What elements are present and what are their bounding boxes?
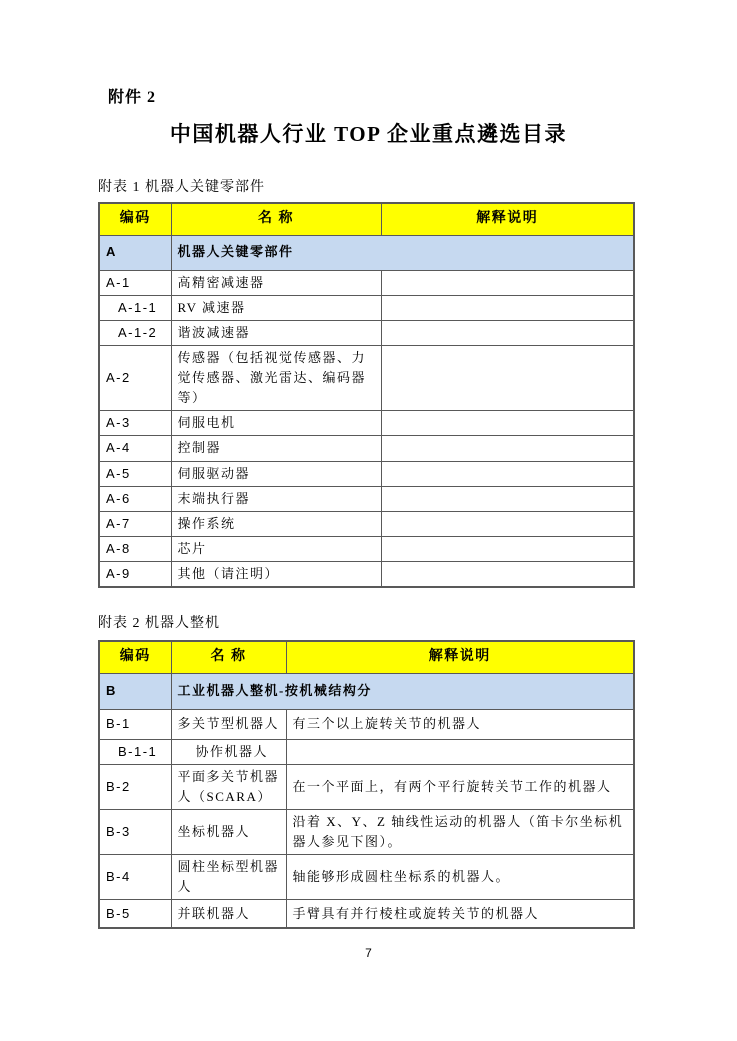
name-cell: 坐标机器人	[171, 809, 286, 854]
code-cell: B-1	[99, 709, 171, 739]
table-row	[99, 739, 634, 764]
desc-cell	[381, 320, 634, 345]
name-cell: 多关节型机器人	[171, 709, 286, 739]
desc-cell	[381, 486, 634, 511]
name-cell: 操作系统	[171, 511, 381, 536]
code-cell: B-2	[99, 764, 171, 809]
table-row	[99, 511, 634, 536]
name-cell: 传感器（包括视觉传感器、力觉传感器、激光雷达、编码器等）	[171, 345, 381, 410]
desc-cell	[381, 270, 634, 295]
page-title: 中国机器人行业 TOP 企业重点遴选目录	[169, 122, 568, 146]
name-cell: 芯片	[171, 537, 381, 562]
section-title-cell: 机器人关键零部件	[171, 235, 634, 270]
name-cell: 圆柱坐标型机器人	[171, 855, 286, 900]
code-cell: A-3	[99, 411, 171, 436]
desc-cell	[381, 461, 634, 486]
attachment-label: 附件 2	[108, 89, 157, 106]
code-cell: A-5	[99, 461, 171, 486]
table-row	[99, 461, 634, 486]
table-row	[99, 235, 634, 270]
table-row	[99, 673, 634, 709]
column-header-name: 名 称	[171, 641, 286, 673]
table-row	[99, 411, 634, 436]
code-cell: B-3	[99, 809, 171, 854]
table-header-row	[99, 641, 634, 673]
code-cell: A-4	[99, 436, 171, 461]
column-header-code: 编码	[99, 641, 171, 673]
code-cell: A-1-1	[99, 295, 171, 320]
desc-cell	[381, 411, 634, 436]
code-cell: A	[99, 235, 171, 270]
desc-cell	[286, 739, 634, 764]
code-cell: A-1-2	[99, 320, 171, 345]
code-cell: B-5	[99, 900, 171, 928]
name-cell: 伺服电机	[171, 411, 381, 436]
name-cell: 高精密减速器	[171, 270, 381, 295]
name-cell: 末端执行器	[171, 486, 381, 511]
table-row	[99, 764, 634, 809]
code-cell: A-6	[99, 486, 171, 511]
name-cell: RV 减速器	[171, 295, 381, 320]
section-title-cell: 工业机器人整机-按机械结构分	[171, 673, 634, 709]
table-row	[99, 436, 634, 461]
table-row	[99, 809, 634, 854]
table-row	[99, 320, 634, 345]
table-row	[99, 486, 634, 511]
name-cell: 控制器	[171, 436, 381, 461]
code-cell: A-8	[99, 537, 171, 562]
name-cell: 并联机器人	[171, 900, 286, 928]
column-header-description: 解释说明	[381, 203, 634, 235]
name-cell: 谐波减速器	[171, 320, 381, 345]
name-cell: 其他（请注明）	[171, 562, 381, 588]
code-cell: A-1	[99, 270, 171, 295]
table-row	[99, 709, 634, 739]
table-row	[99, 900, 634, 928]
name-cell: 伺服驱动器	[171, 461, 381, 486]
code-cell: B-1-1	[99, 739, 171, 764]
name-cell: 协作机器人	[171, 739, 286, 764]
desc-cell	[381, 562, 634, 588]
page-number: 7	[365, 946, 372, 960]
column-header-code: 编码	[99, 203, 171, 235]
table-row	[99, 562, 634, 588]
table-row	[99, 295, 634, 320]
desc-cell: 在一个平面上，有两个平行旋转关节工作的机器人	[286, 764, 634, 809]
desc-cell: 沿着 X、Y、Z 轴线性运动的机器人（笛卡尔坐标机器人参见下图）。	[286, 809, 634, 854]
column-header-name: 名 称	[171, 203, 381, 235]
table-row	[99, 345, 634, 410]
table-header-row	[99, 203, 634, 235]
code-cell: A-9	[99, 562, 171, 588]
column-header-description: 解释说明	[286, 641, 634, 673]
desc-cell	[381, 537, 634, 562]
name-cell: 平面多关节机器人（SCARA）	[171, 764, 286, 809]
desc-cell: 手臂具有并行棱柱或旋转关节的机器人	[286, 900, 634, 928]
table-row	[99, 855, 634, 900]
code-cell: B-4	[99, 855, 171, 900]
table-1-caption: 附表 1 机器人关键零部件	[98, 180, 265, 195]
desc-cell: 轴能够形成圆柱坐标系的机器人。	[286, 855, 634, 900]
desc-cell	[381, 345, 634, 410]
table-key-components	[98, 202, 635, 588]
desc-cell: 有三个以上旋转关节的机器人	[286, 709, 634, 739]
desc-cell	[381, 295, 634, 320]
desc-cell	[381, 436, 634, 461]
table-robot-machines	[98, 640, 635, 929]
table-2-caption: 附表 2 机器人整机	[98, 616, 220, 631]
table-row	[99, 537, 634, 562]
code-cell: A-2	[99, 345, 171, 410]
code-cell: B	[99, 673, 171, 709]
desc-cell	[381, 511, 634, 536]
code-cell: A-7	[99, 511, 171, 536]
table-row	[99, 270, 634, 295]
